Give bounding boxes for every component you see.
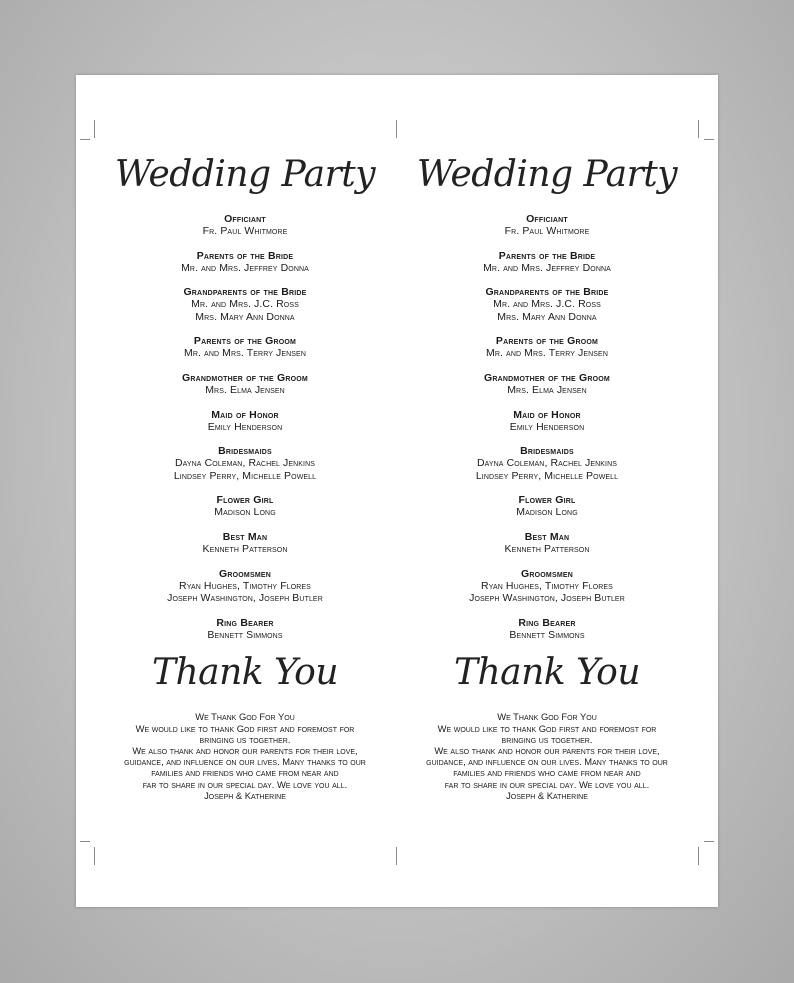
- role-label: Grandmother of the Groom: [182, 371, 308, 384]
- wedding-party-title: Wedding Party: [416, 154, 678, 195]
- role-name: Lindsey Perry, Michelle Powell: [173, 469, 317, 482]
- role-name: Emily Henderson: [207, 420, 283, 433]
- role-label: Groomsmen: [219, 567, 271, 580]
- role-label: Best Man: [222, 530, 268, 543]
- role-name: Joseph Washington, Joseph Butler: [167, 592, 323, 605]
- program-panel-right: [397, 75, 697, 801]
- thank-you-title: Thank You: [453, 652, 641, 694]
- role-grandparents-of-bride: [95, 286, 395, 323]
- thank-you-title: Thank You: [151, 652, 339, 694]
- role-label: Officiant: [526, 213, 568, 225]
- role-name: Madison Long: [214, 506, 276, 519]
- role-name: Mrs. Mary Ann Donna: [195, 310, 295, 323]
- role-label: Bridesmaids: [218, 445, 272, 458]
- role-name: Ryan Hughes, Timothy Flores: [179, 579, 311, 592]
- crop-mark: [80, 139, 90, 140]
- role-name: Mr. and Mrs. Terry Jensen: [486, 347, 608, 360]
- program-panel-left: [95, 75, 395, 801]
- role-best-man: [95, 531, 395, 556]
- role-name: Bennett Simmons: [207, 628, 283, 641]
- crop-mark: [704, 841, 714, 842]
- role-name: Dayna Coleman, Rachel Jenkins: [476, 457, 618, 470]
- thank-you-line: guidance, and influence on our lives. Many thanks to our: [426, 756, 668, 768]
- role-name: Ryan Hughes, Timothy Flores: [481, 579, 613, 592]
- role-label: Parents of the Groom: [495, 335, 599, 348]
- role-name: Mrs. Mary Ann Donna: [497, 310, 597, 323]
- wedding-party-title: Wedding Party: [114, 154, 376, 195]
- role-name: Bennett Simmons: [509, 628, 585, 641]
- thank-you-line: We would like to thank God first and foremost for: [135, 722, 355, 734]
- thank-you-note: [397, 711, 697, 801]
- wedding-party-roster: [95, 213, 395, 641]
- role-label: Ring Bearer: [518, 616, 576, 629]
- crop-mark: [698, 847, 699, 865]
- role-name: Emily Henderson: [509, 420, 585, 433]
- role-name: Mrs. Elma Jensen: [205, 383, 285, 396]
- role-name: Dayna Coleman, Rachel Jenkins: [174, 457, 316, 470]
- role-ring-bearer: [95, 617, 395, 642]
- role-label: Officiant: [224, 213, 266, 225]
- role-label: Ring Bearer: [216, 616, 274, 629]
- role-label: Parents of the Bride: [196, 249, 294, 262]
- crop-mark: [698, 120, 699, 138]
- role-name: Joseph Washington, Joseph Butler: [469, 592, 625, 605]
- thank-you-line: We Thank God For You: [195, 711, 295, 723]
- thank-you-note: [95, 711, 395, 801]
- role-label: Parents of the Groom: [193, 335, 297, 348]
- role-label: Groomsmen: [521, 567, 573, 580]
- role-name: Fr. Paul Whitmore: [504, 225, 590, 237]
- role-maid-of-honor: [95, 409, 395, 434]
- crop-mark: [80, 841, 90, 842]
- role-label: Bridesmaids: [520, 445, 574, 458]
- role-grandmother-of-groom: [397, 372, 697, 397]
- role-name: Kenneth Patterson: [504, 542, 590, 555]
- crop-mark: [94, 847, 95, 865]
- role-name: Mrs. Elma Jensen: [507, 383, 587, 396]
- role-groomsmen: [397, 568, 697, 605]
- thank-you-line: bringing us together.: [501, 733, 593, 745]
- role-bridesmaids: [397, 445, 697, 482]
- thank-you-line: families and friends who came from near and: [453, 767, 641, 779]
- role-bridesmaids: [95, 445, 395, 482]
- role-officiant: [397, 213, 697, 238]
- thank-you-line: bringing us together.: [199, 733, 291, 745]
- role-parents-of-groom: [95, 335, 395, 360]
- role-name: Mr. and Mrs. J.C. Ross: [191, 298, 299, 311]
- role-label: Grandmother of the Groom: [484, 371, 610, 384]
- role-label: Grandparents of the Bride: [485, 286, 609, 299]
- wedding-party-roster: [397, 213, 697, 641]
- crop-mark: [704, 139, 714, 140]
- role-flower-girl: [397, 494, 697, 519]
- role-name: Mr. and Mrs. Terry Jensen: [184, 347, 306, 360]
- thank-you-line: far to share in our special day. We love you all.: [142, 778, 348, 790]
- program-sheet: [76, 75, 718, 907]
- role-name: Fr. Paul Whitmore: [202, 225, 288, 237]
- role-label: Flower Girl: [216, 494, 274, 507]
- role-maid-of-honor: [397, 409, 697, 434]
- role-name: Mr. and Mrs. Jeffrey Donna: [483, 261, 611, 274]
- role-flower-girl: [95, 494, 395, 519]
- thank-you-signature: Joseph & Katherine: [506, 789, 588, 801]
- role-groomsmen: [95, 568, 395, 605]
- role-label: Maid of Honor: [513, 408, 581, 421]
- role-grandparents-of-bride: [397, 286, 697, 323]
- thank-you-signature: Joseph & Katherine: [204, 789, 286, 801]
- thank-you-line: families and friends who came from near and: [151, 767, 339, 779]
- role-parents-of-bride: [397, 250, 697, 275]
- role-label: Maid of Honor: [211, 408, 279, 421]
- thank-you-line: We Thank God For You: [497, 711, 597, 723]
- role-parents-of-bride: [95, 250, 395, 275]
- role-label: Grandparents of the Bride: [183, 286, 307, 299]
- role-label: Parents of the Bride: [498, 249, 596, 262]
- role-name: Mr. and Mrs. J.C. Ross: [493, 298, 601, 311]
- role-label: Best Man: [524, 530, 570, 543]
- role-name: Madison Long: [516, 506, 578, 519]
- role-grandmother-of-groom: [95, 372, 395, 397]
- role-parents-of-groom: [397, 335, 697, 360]
- role-name: Kenneth Patterson: [202, 542, 288, 555]
- thank-you-line: guidance, and influence on our lives. Many thanks to our: [124, 756, 366, 768]
- thank-you-line: We also thank and honor our parents for their love,: [434, 744, 660, 756]
- thank-you-line: far to share in our special day. We love you all.: [444, 778, 650, 790]
- role-best-man: [397, 531, 697, 556]
- thank-you-line: We would like to thank God first and foremost for: [437, 722, 657, 734]
- role-label: Flower Girl: [518, 494, 576, 507]
- crop-mark: [396, 847, 397, 865]
- role-officiant: [95, 213, 395, 238]
- thank-you-line: We also thank and honor our parents for their love,: [132, 744, 358, 756]
- role-name: Mr. and Mrs. Jeffrey Donna: [181, 261, 309, 274]
- role-name: Lindsey Perry, Michelle Powell: [475, 469, 619, 482]
- role-ring-bearer: [397, 617, 697, 642]
